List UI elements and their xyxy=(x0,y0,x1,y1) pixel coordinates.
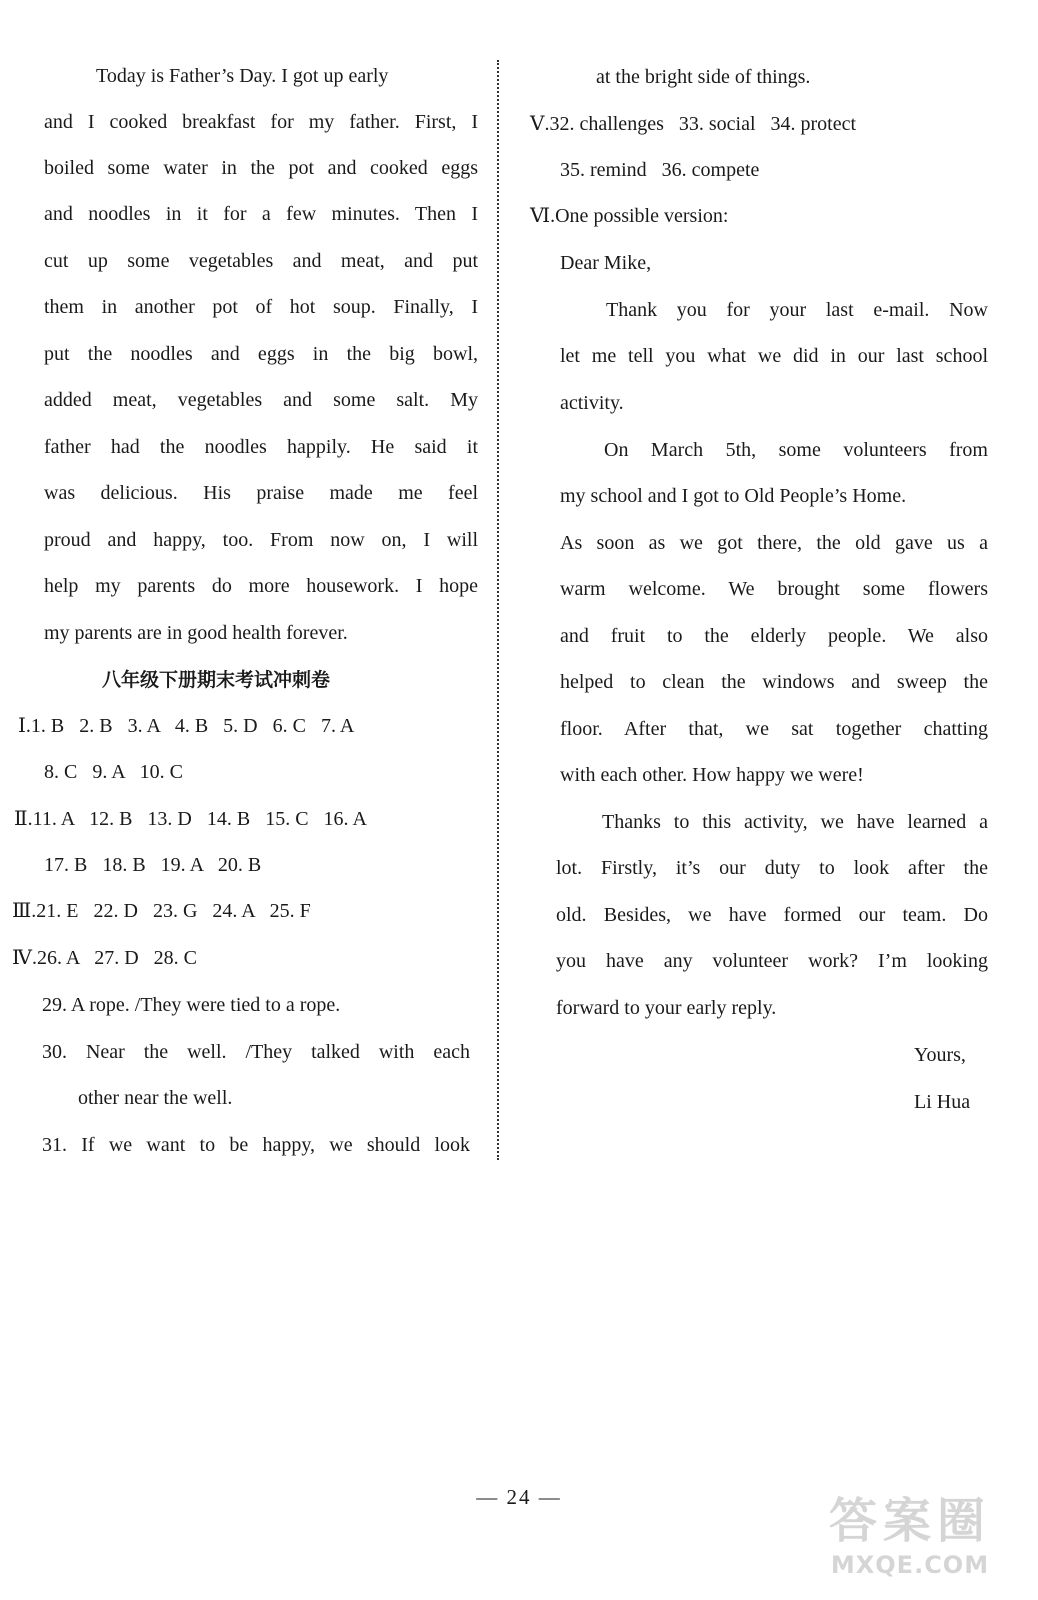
page-number: — 24 — xyxy=(476,1485,562,1509)
letter-line-13: lot. Firstly, it’s our duty to look after the xyxy=(556,857,988,879)
section-5-line-1: Ⅴ.32. challenges 33. social 34. protect xyxy=(530,113,857,135)
letter-line-6: As soon as we got there, the old gave us a xyxy=(560,532,988,554)
answer-31-line-2: at the bright side of things. xyxy=(596,66,811,88)
section-2-line-1: Ⅱ.11. A 12. B 13. D 14. B 15. C 16. A xyxy=(14,808,367,830)
letter-line-5: my school and I got to Old People’s Home. xyxy=(560,485,907,507)
letter-line-15: you have any volunteer work? I’m looking xyxy=(556,950,988,972)
letter-line-3: activity. xyxy=(560,392,624,414)
essay-line-11: proud and happy, too. From now on, I will xyxy=(44,529,478,551)
watermark-logo-text: 答案圈 xyxy=(828,1493,991,1549)
essay-line-6: them in another pot of hot soup. Finally, I xyxy=(44,296,478,318)
section-6-intro: Ⅵ.One possible version: xyxy=(530,205,729,227)
essay-line-1: Today is Father’s Day. I got up early xyxy=(96,65,389,87)
letter-greeting: Dear Mike, xyxy=(560,252,652,274)
letter-line-14: old. Besides, we have formed our team. Do xyxy=(556,904,988,926)
section-1-line-1: Ⅰ.1. B 2. B 3. A 4. B 5. D 6. C 7. A xyxy=(18,715,355,737)
letter-line-8: and fruit to the elderly people. We also xyxy=(560,625,988,647)
essay-line-8: added meat, vegetables and some salt. My xyxy=(44,389,478,411)
essay-line-7: put the noodles and eggs in the big bowl, xyxy=(44,343,478,365)
letter-closing: Yours, xyxy=(914,1044,966,1066)
letter-line-2: let me tell you what we did in our last school xyxy=(560,345,988,367)
answer-31-line-1: 31. If we want to be happy, we should look xyxy=(42,1134,470,1156)
answer-30-line-1: 30. Near the well. /They talked with each xyxy=(42,1041,470,1063)
letter-line-11: with each other. How happy we were! xyxy=(560,764,864,786)
exam-title: 八年级下册期末考试冲刺卷 xyxy=(102,669,331,691)
section-4-line-1: Ⅳ.26. A 27. D 28. C xyxy=(12,947,197,969)
essay-line-5: cut up some vegetables and meat, and put xyxy=(44,250,478,272)
section-1-line-2: 8. C 9. A 10. C xyxy=(44,761,183,783)
essay-line-12: help my parents do more housework. I hope xyxy=(44,575,478,597)
answer-30-line-2: other near the well. xyxy=(78,1087,233,1109)
essay-line-3: boiled some water in the pot and cooked eggs xyxy=(44,157,478,179)
essay-line-10: was delicious. His praise made me feel xyxy=(44,482,478,504)
column-divider xyxy=(497,60,499,1160)
letter-line-16: forward to your early reply. xyxy=(556,997,777,1019)
watermark-site-text: MXQE.COM xyxy=(830,1551,990,1579)
section-5-line-2: 35. remind 36. compete xyxy=(560,159,760,181)
letter-line-10: floor. After that, we sat together chatting xyxy=(560,718,988,740)
letter-line-12: Thanks to this activity, we have learned a xyxy=(602,811,988,833)
letter-signature: Li Hua xyxy=(914,1091,971,1113)
answer-29: 29. A rope. /They were tied to a rope. xyxy=(42,994,341,1016)
letter-line-9: helped to clean the windows and sweep the xyxy=(560,671,988,693)
essay-line-4: and noodles in it for a few minutes. Then I xyxy=(44,203,478,225)
section-2-line-2: 17. B 18. B 19. A 20. B xyxy=(44,854,262,876)
essay-line-9: father had the noodles happily. He said it xyxy=(44,436,478,458)
letter-line-1: Thank you for your last e-mail. Now xyxy=(606,299,988,321)
section-3-line-1: Ⅲ.21. E 22. D 23. G 24. A 25. F xyxy=(12,900,311,922)
essay-line-2: and I cooked breakfast for my father. First, I xyxy=(44,111,478,133)
watermark-logo xyxy=(810,1490,1010,1582)
letter-line-7: warm welcome. We brought some flowers xyxy=(560,578,988,600)
letter-line-4: On March 5th, some volunteers from xyxy=(604,439,988,461)
essay-line-13: my parents are in good health forever. xyxy=(44,622,348,644)
